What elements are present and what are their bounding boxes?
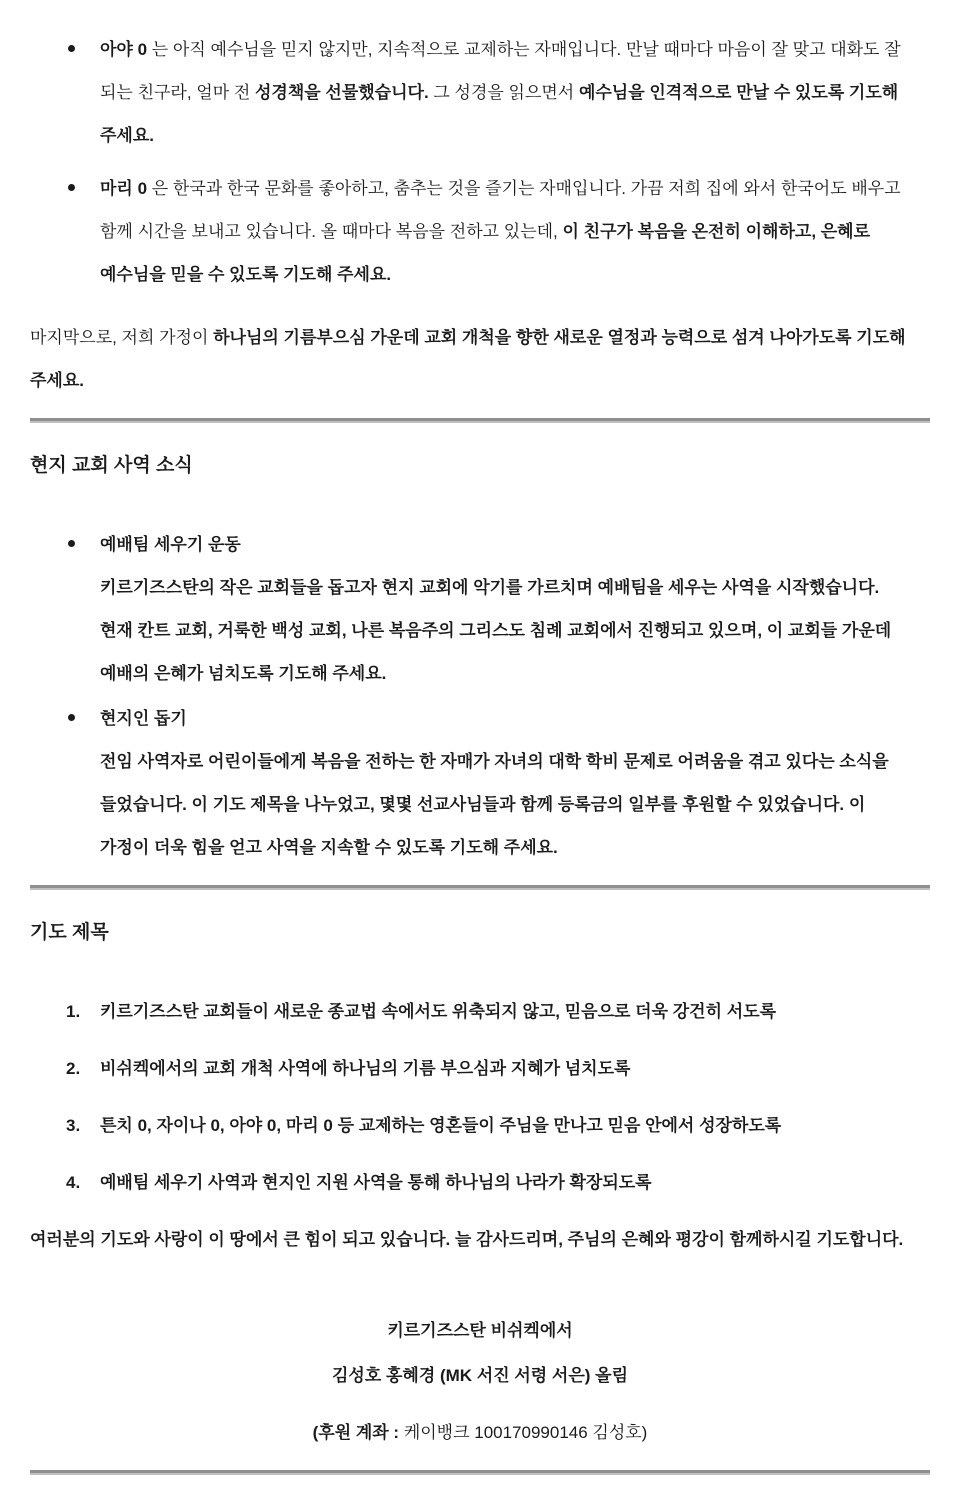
list-item	[66, 1104, 930, 1147]
bullet-marker-icon	[68, 45, 75, 52]
list-item	[66, 1047, 930, 1090]
support-account-line	[30, 1411, 930, 1454]
text-run: 아야 0	[100, 40, 152, 59]
text-run: 성경책을 선물했습니다.	[255, 83, 429, 102]
list-number: 3.	[66, 1116, 81, 1135]
final-request-paragraph	[30, 316, 930, 402]
list-number: 1.	[66, 1002, 81, 1021]
ministry-bullet-list	[30, 523, 930, 869]
signature-location: 키르기즈스탄 비쉬켁에서	[387, 1321, 573, 1340]
bottom-divider	[30, 1470, 930, 1475]
list-item	[66, 990, 930, 1033]
account-value: 케이뱅크 100170990146 김성호)	[403, 1423, 648, 1442]
bullet-marker-icon	[68, 540, 75, 547]
ministry-item-body: 전임 사역자로 어린이들에게 복음을 전하는 한 자매가 자녀의 대학 학비 문제로 어려움을 겪고 있다는 소식을 들었습니다. 이 기도 제목을 나누었고, 몇몇 선교사님들과 함께 등록금의 일부를 후원할 수 있었습니다. 이 가정이 더욱 힘을 얻고 사역을 지속할 수 있도록 기도해 주세요.	[100, 752, 889, 857]
bullet-marker-icon	[68, 714, 75, 721]
list-item	[100, 167, 930, 296]
list-item	[66, 1161, 930, 1204]
intro-bullet-list	[30, 28, 930, 296]
prayer-topic-text: 키르기즈스탄 교회들이 새로운 종교법 속에서도 위축되지 않고, 믿음으로 더욱 강건히 서도록	[100, 1002, 776, 1021]
ministry-section-heading: 현지 교회 사역 소식	[30, 455, 193, 476]
prayer-topic-list	[30, 990, 930, 1204]
text-run: 은 한국과 한국 문화를 좋아하고, 춤추는 것을 즐기는 자매입니다. 가끔 저희 집에 와서 한국어도 배우고 함께 시간을 보내고 있습니다. 올 때마다 복음을 전하고 있는데,	[100, 179, 901, 241]
signature-names: 김성호 홍혜경 (MK 서진 서령 서은) 올림	[331, 1366, 628, 1385]
ministry-item-body: 키르기즈스탄의 작은 교회들을 돕고자 현지 교회에 악기를 가르치며 예배팀을 세우는 사역을 시작했습니다. 현재 칸트 교회, 거룩한 백성 교회, 나른 복음주의 그리스도 침례 교회에서 진행되고 있으며, 이 교회들 가운데 예배의 은혜가 넘치도록 기도해 주세요.	[100, 578, 892, 683]
list-number: 2.	[66, 1059, 81, 1078]
prayer-topic-text: 예배팀 세우기 사역과 현지인 지원 사역을 통해 하나님의 나라가 확장되도록	[100, 1173, 652, 1192]
list-item	[100, 697, 930, 869]
list-number: 4.	[66, 1173, 81, 1192]
account-label: (후원 계좌 :	[312, 1423, 404, 1442]
text-run: 마리 0	[100, 179, 152, 198]
closing-paragraph: 여러분의 기도와 사랑이 이 땅에서 큰 힘이 되고 있습니다. 늘 감사드리며, 주님의 은혜와 평강이 함께하시길 기도합니다.	[30, 1230, 904, 1249]
prayer-topic-text: 비쉬켁에서의 교회 개척 사역에 하나님의 기름 부으심과 지혜가 넘치도록	[100, 1059, 631, 1078]
list-item	[100, 523, 930, 695]
list-item	[100, 28, 930, 157]
text-run: 예수님을 인격적으로 만날 수 있도록 기도해 주세요.	[100, 83, 899, 145]
section-divider	[30, 885, 930, 890]
text-run: 마지막으로, 저희 가정이	[30, 328, 214, 347]
prayer-topic-text: 튼치 0, 자이나 0, 아야 0, 마리 0 등 교제하는 영혼들이 주님을 만나고 믿음 안에서 성장하도록	[100, 1116, 782, 1135]
text-run: 하나님의 기름부으심 가운데 교회 개척을 향한 새로운 열정과 능력으로 섬겨 나아가도록 기도해 주세요.	[30, 328, 906, 390]
text-run: 그 성경을 읽으면서	[428, 83, 579, 102]
text-run: 는 아직 예수님을 믿지 않지만, 지속적으로 교제하는 자매입니다. 만날 때마다 마음이 잘 맞고 대화도 잘 되는 친구라, 얼마 전	[100, 40, 901, 102]
text-run: 이 친구가 복음을 온전히 이해하고, 은혜로 예수님을 믿을 수 있도록 기도해 주세요.	[100, 222, 871, 284]
bullet-marker-icon	[68, 184, 75, 191]
ministry-item-title: 현지인 돕기	[100, 709, 187, 728]
prayer-section-heading: 기도 제목	[30, 922, 109, 943]
ministry-item-title: 예배팀 세우기 운동	[100, 535, 241, 554]
section-divider	[30, 418, 930, 423]
